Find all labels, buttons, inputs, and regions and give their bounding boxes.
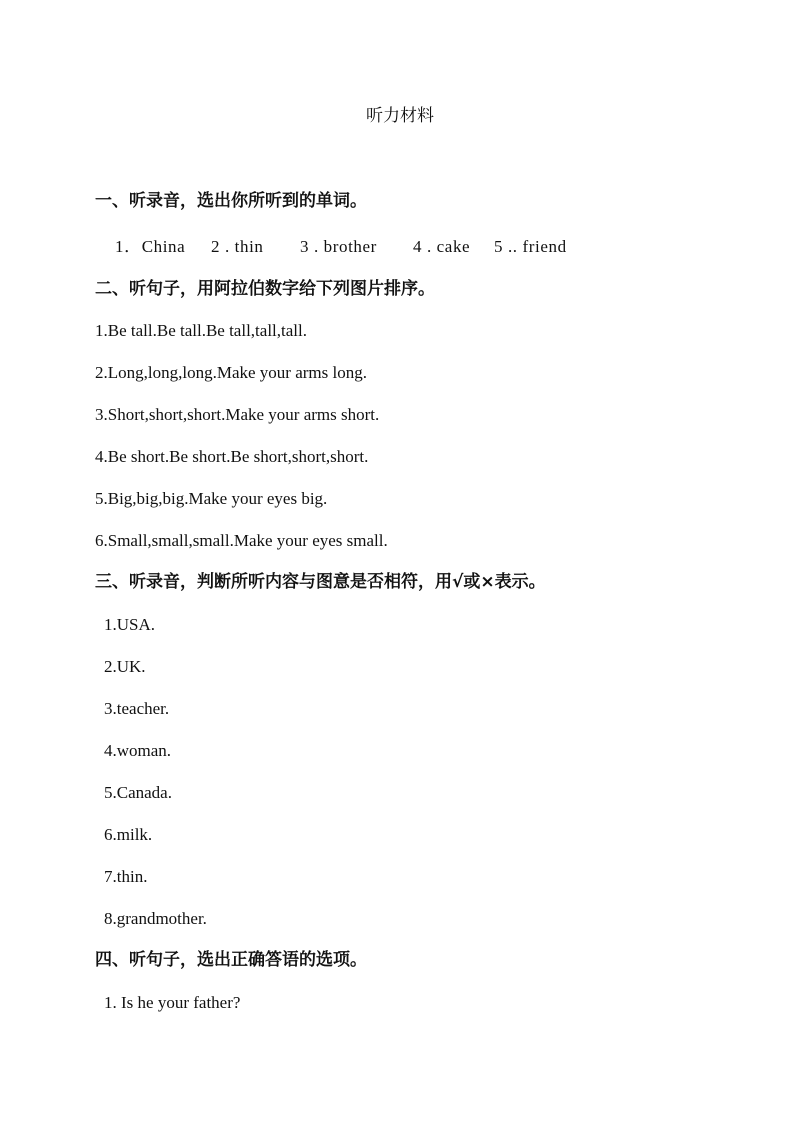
sentence-line-5: 5.Big,big,big.Make your eyes big.	[95, 489, 328, 508]
item-line-4: 4.woman.	[104, 741, 172, 760]
sentence-line-3: 3.Short,short,short.Make your arms short.	[95, 405, 380, 424]
word-list	[0, 234, 800, 260]
sentence-line-4: 4.Be short.Be short.Be short,short,short.	[95, 447, 369, 466]
item-line-8: 8.grandmother.	[104, 909, 207, 928]
item-line-7: 7.thin.	[104, 867, 148, 886]
item-line-2: 2.UK.	[104, 657, 146, 676]
item-line-1: 1.USA.	[104, 615, 156, 634]
section-2-heading: 二、听句子，用阿拉伯数字给下列图片排序。	[95, 279, 435, 299]
section-1-heading: 一、听录音，选出你所听到的单词。	[95, 191, 367, 211]
item-line-5: 5.Canada.	[104, 783, 172, 802]
page-title: 听力材料	[366, 106, 434, 126]
word-item-5: 5 .. friend	[494, 237, 567, 256]
word-item-4: 4 . cake	[413, 237, 471, 256]
section-3-heading: 三、听录音，判断所听内容与图意是否相符，用√或×表示。	[95, 572, 546, 592]
question-line-1: 1. Is he your father?	[104, 993, 241, 1012]
item-line-3: 3.teacher.	[104, 699, 170, 718]
sentence-line-6: 6.Small,small,small.Make your eyes small.	[95, 531, 388, 550]
section-4-heading: 四、听句子，选出正确答语的选项。	[95, 950, 367, 970]
word-item-1: 1．China	[115, 237, 186, 256]
item-line-6: 6.milk.	[104, 825, 153, 844]
sentence-line-1: 1.Be tall.Be tall.Be tall,tall,tall.	[95, 321, 307, 340]
word-item-3: 3 . brother	[300, 237, 377, 256]
word-item-2: 2 . thin	[211, 237, 264, 256]
sentence-line-2: 2.Long,long,long.Make your arms long.	[95, 363, 367, 382]
